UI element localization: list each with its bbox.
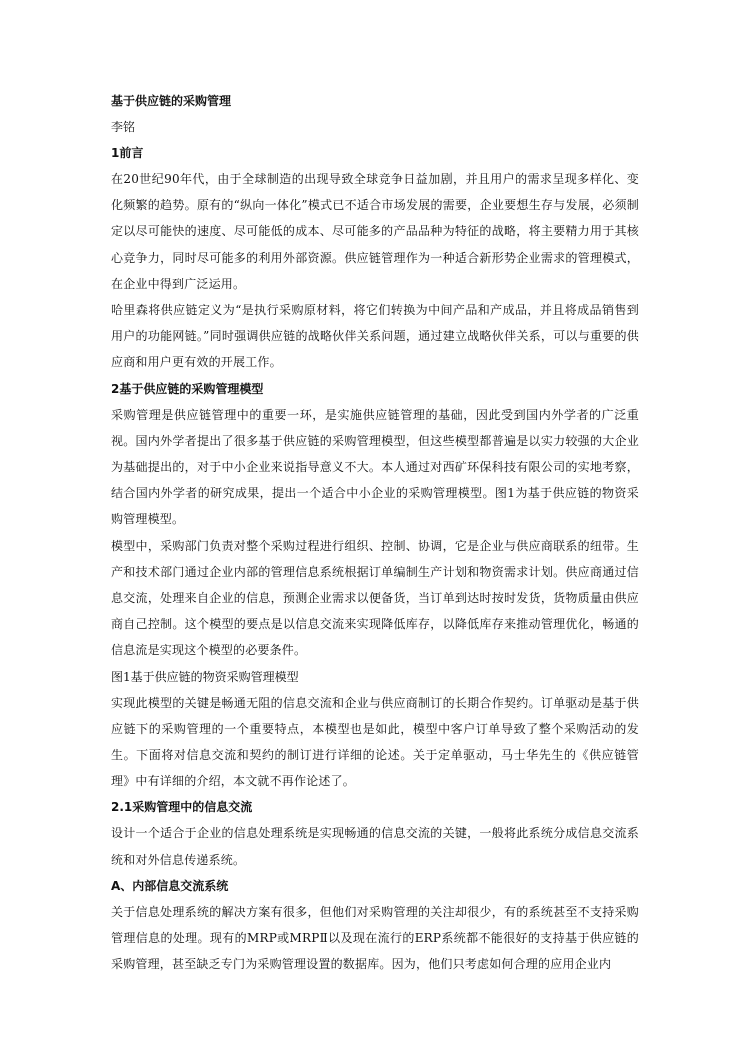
paragraph: 哈里森将供应链定义为“是执行采购原材料，将它们转换为中间产品和产成品，并且将成品销售到用户的功能网链。”同时强调供应链的战略伙伴关系问题，通过建立战略伙伴关系，可以与重要的供应商和用户更有效的开展工作。 — [111, 303, 639, 370]
section-heading-1: 1前言 — [111, 146, 144, 160]
paragraph: 在20世纪90年代，由于全球制造的出现导致全球竞争日益加剧，并且用户的需求呈现多样化、变化频繁的趋势。原有的“纵向一体化”模式已不适合市场发展的需要，企业要想生存与发展，必须制定以尽可能快的速度、尽可能低的成本、尽可能多的产品品种为特征的战略，将主要精力用于其核心竞争力，同时尽可能多的利用外部资源。供应链管理作为一种适合新形势企业需求的管理模式，在企业中得到广泛运用。 — [111, 172, 639, 291]
paragraph: 设计一个适合于企业的信息处理系统是实现畅通的信息交流的关键，一般将此系统分成信息交流系统和对外信息传递系统。 — [111, 826, 639, 867]
section-heading-2: 2基于供应链的采购管理模型 — [111, 381, 264, 396]
section-heading-a: A、内部信息交流系统 — [111, 878, 229, 893]
figure-caption: 图1基于供应链的物资采购管理模型 — [111, 669, 299, 684]
author-name: 李铭 — [111, 120, 136, 134]
paragraph: 模型中，采购部门负责对整个采购过程进行组织、控制、协调，它是企业与供应商联系的纽带。生产和技术部门通过企业内部的管理信息系统根据订单编制生产计划和物资需求计划。供应商通过信息交流，处理来自企业的信息，预测企业需求以便备货，当订单到达时按时发货，货物质量由供应商自己控制。这个模型的要点是以信息交流来实现降低库存，以降低库存来推动管理优化，畅通的信息流是实现这个模型的必要条件。 — [111, 538, 639, 658]
paragraph: 采购管理是供应链管理中的重要一环，是实施供应链管理的基础，因此受到国内外学者的广泛重视。国内外学者提出了很多基于供应链的采购管理模型，但这些模型都普遍是以实力较强的大企业为基础提出的，对于中小企业来说指导意义不大。本人通过对西矿环保科技有限公司的实地考察，结合国内外学者的研究成果，提出一个适合中小企业的采购管理模型。图1为基于供应链的物资采购管理模型。 — [111, 407, 639, 527]
paragraph: 实现此模型的关键是畅通无阻的信息交流和企业与供应商制订的长期合作契约。订单驱动是基于供应链下的采购管理的一个重要特点，本模型也是如此，模型中客户订单导致了整个采购活动的发生。下面将对信息交流和契约的制订进行详细的论述。关于定单驱动，马士华先生的《供应链管理》中有详细的介绍，本文就不再作论述了。 — [111, 695, 639, 789]
section-heading-2-1: 2.1采购管理中的信息交流 — [111, 800, 253, 815]
document-title: 基于供应链的采购管理 — [111, 94, 232, 108]
paragraph: 关于信息处理系统的解决方案有很多，但他们对采购管理的关注却很少，有的系统甚至不支持采购管理信息的处理。现有的MRP或MRPⅡ以及现在流行的ERP系统都不能很好的支持基于供应链的采购管理，甚至缺乏专门为采购管理设置的数据库。因为，他们只考虑如何合理的应用企业内 — [111, 904, 639, 972]
document-page — [111, 88, 639, 977]
